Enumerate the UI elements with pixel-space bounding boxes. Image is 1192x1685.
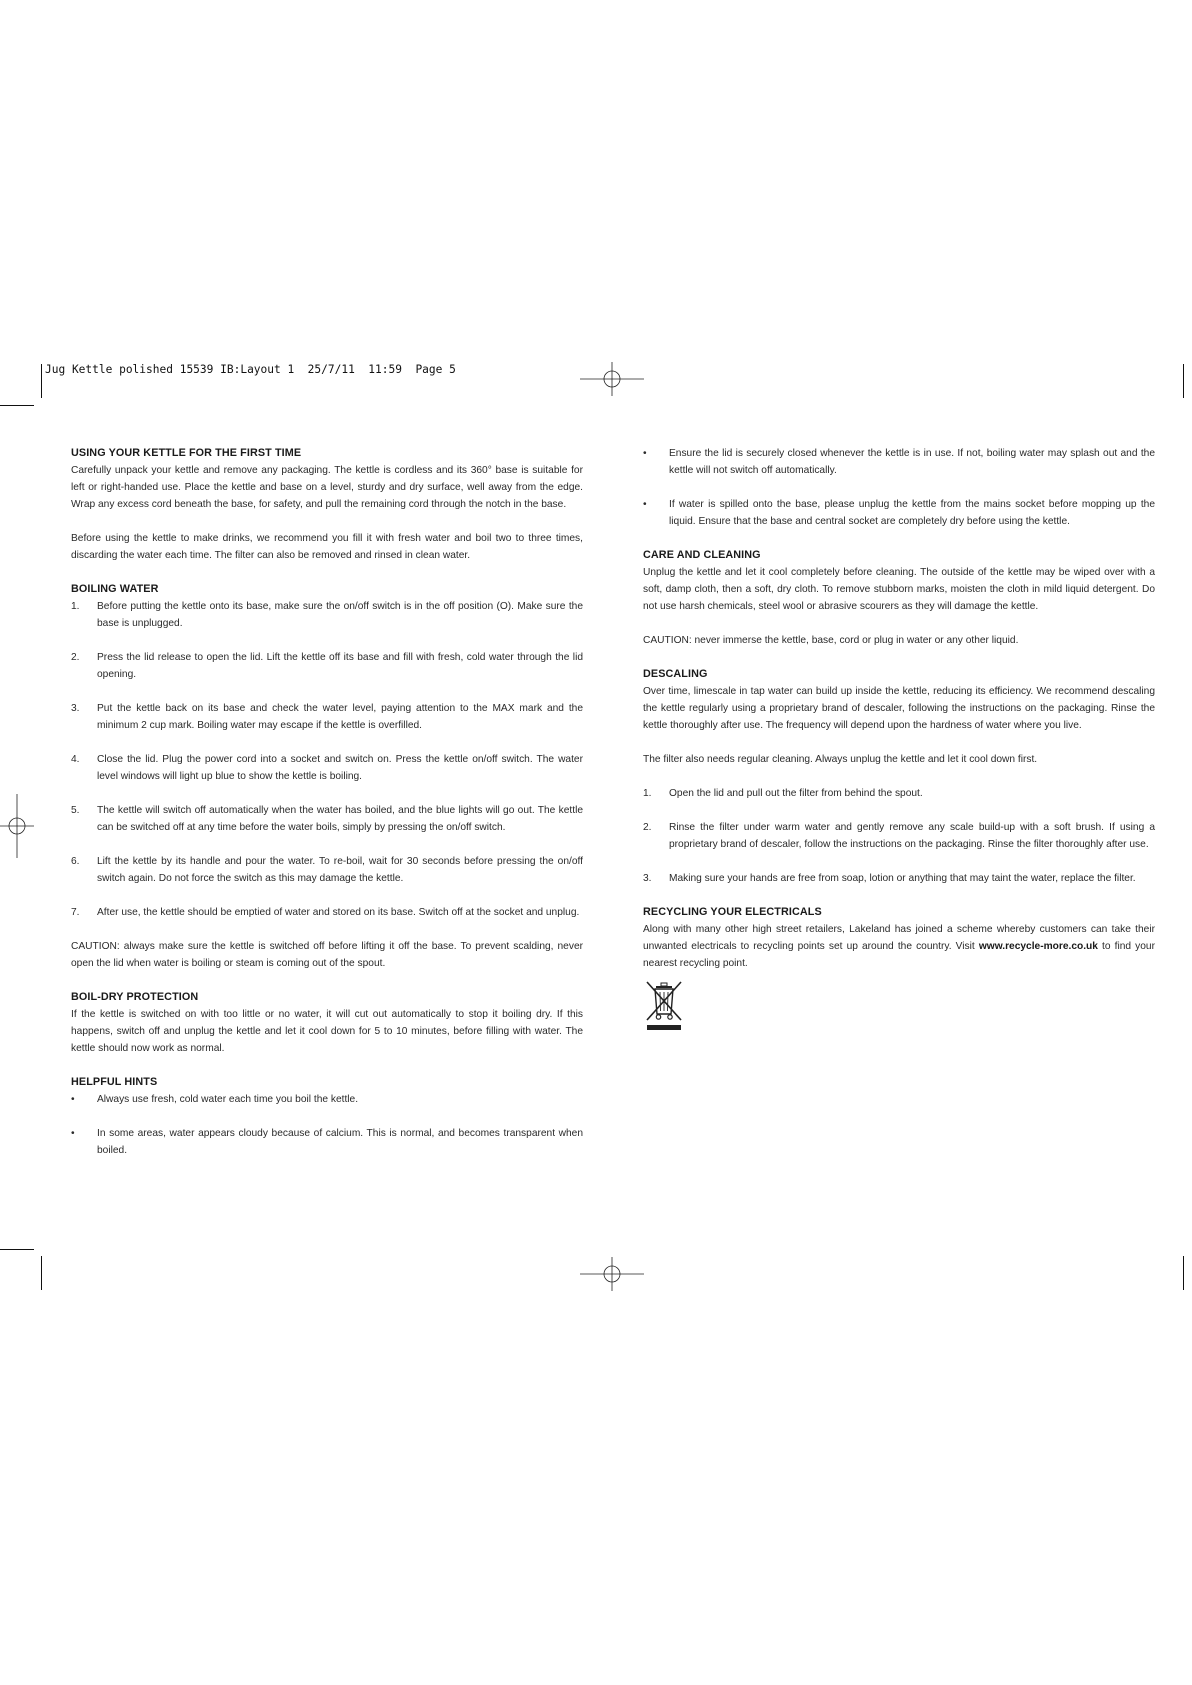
care-caution: CAUTION: never immerse the kettle, base, cord or plug in water or any other liquid. — [643, 635, 1019, 646]
crop-mark-top-left-h — [0, 405, 34, 406]
list-item: 2. Rinse the filter under warm water and gently remove any scale build-up with a soft brush. If using a proprietary brand of descaler, follow the instructions on the packaging. Rinse the filter thoroughly after use. — [643, 822, 1155, 850]
helpful-hints-heading: HELPFUL HINTS — [71, 1076, 158, 1088]
weee-crossed-bin-icon — [643, 980, 685, 1032]
list-item: 1. Open the lid and pull out the filter from behind the spout. — [643, 788, 923, 799]
crop-mark-top-left-v — [41, 364, 42, 398]
registration-mark-bottom — [578, 1257, 646, 1293]
descaling-paragraph: Over time, limescale in tap water can build up inside the kettle, reducing its efficiency. We recommend descaling the kettle regularly using a proprietary brand of descaler, following the instructions on the packaging. Rinse the kettle thoroughly after use. The frequency will depend upon the hardness of water where you live. — [643, 686, 1155, 731]
list-item: 6. Lift the kettle by its handle and pour the water. To re-boil, wait for 30 seconds before pressing the on/off switch again. Do not force the switch as this may damage the kettle. — [71, 856, 583, 884]
recycling-paragraph: Along with many other high street retailers, Lakeland has joined a scheme whereby customers can take their unwanted electricals to recycling points set up around the country. Visit www.recycle-more.co.uk to find your nearest recycling point. — [643, 924, 1155, 969]
first-time-heading: USING YOUR KETTLE FOR THE FIRST TIME — [71, 447, 302, 459]
care-cleaning-heading: CARE AND CLEANING — [643, 549, 761, 561]
list-item: 3. Making sure your hands are free from soap, lotion or anything that may taint the water, replace the filter. — [643, 873, 1136, 884]
boiling-water-heading: BOILING WATER — [71, 583, 159, 595]
descaling-heading: DESCALING — [643, 668, 708, 680]
first-time-paragraph-2: Before using the kettle to make drinks, we recommend you fill it with fresh water and boil two to three times, discarding the water each time. The filter can also be removed and rinsed in clean water. — [71, 533, 583, 561]
list-item: • If water is spilled onto the base, please unplug the kettle from the mains socket before mopping up the liquid. Ensure that the base and central socket are completely dry before using the kettle. — [643, 499, 1155, 527]
list-item: 7. After use, the kettle should be emptied of water and stored on its base. Switch off at the socket and unplug. — [71, 907, 580, 918]
crop-mark-bottom-left-v — [41, 1256, 42, 1290]
boil-dry-heading: BOIL-DRY PROTECTION — [71, 991, 199, 1003]
crop-mark-bottom-left-h — [0, 1249, 34, 1250]
list-item: • In some areas, water appears cloudy because of calcium. This is normal, and becomes transparent when boiled. — [71, 1128, 583, 1156]
list-item: 5. The kettle will switch off automatically when the water has boiled, and the blue lights will go out. The kettle can be switched off at any time before the water boils, simply by pressing the on/off switch. — [71, 805, 583, 833]
boil-dry-paragraph: If the kettle is switched on with too little or no water, it will cut out automatically to stop it boiling dry. If this happens, switch off and unplug the kettle and let it cool down for 5 to 10 minutes, before filling with water. The kettle should now work as normal. — [71, 1009, 583, 1054]
registration-mark-left — [0, 792, 34, 860]
right-column — [643, 445, 1155, 1038]
list-item: 2. Press the lid release to open the lid. Lift the kettle off its base and fill with fresh, cold water through the lid opening. — [71, 652, 583, 680]
crop-mark-top-right-v — [1183, 364, 1184, 398]
registration-mark-top — [578, 362, 646, 398]
left-column — [71, 445, 583, 1159]
printer-slug: Jug Kettle polished 15539 IB:Layout 1 25/7/11 11:59 Page 5 — [45, 363, 456, 376]
recycle-more-link[interactable]: www.recycle-more.co.uk — [978, 941, 1098, 952]
boiling-caution: CAUTION: always make sure the kettle is switched off before lifting it off the base. To prevent scalding, never open the lid when water is boiling or steam is coming out of the spout. — [71, 941, 583, 969]
crop-mark-bottom-right-v — [1183, 1256, 1184, 1290]
care-cleaning-paragraph: Unplug the kettle and let it cool completely before cleaning. The outside of the kettle may be wiped over with a soft, damp cloth, then a soft, dry cloth. To remove stubborn marks, moisten the cloth in mild liquid detergent. Do not use harsh chemicals, steel wool or abrasive scourers as they will damage the kettle. — [643, 567, 1155, 612]
list-item: 1. Before putting the kettle onto its base, make sure the on/off switch is in the off position (O). Make sure the base is unplugged. — [71, 601, 583, 629]
list-item: • Always use fresh, cold water each time you boil the kettle. — [71, 1094, 359, 1105]
recycling-heading: RECYCLING YOUR ELECTRICALS — [643, 906, 822, 918]
filter-intro: The filter also needs regular cleaning. Always unplug the kettle and let it cool down first. — [643, 754, 1038, 765]
list-item: 4. Close the lid. Plug the power cord into a socket and switch on. Press the kettle on/off switch. The water level windows will light up blue to show the kettle is boiling. — [71, 754, 583, 782]
first-time-paragraph-1: Carefully unpack your kettle and remove any packaging. The kettle is cordless and its 360° base is suitable for left or right-handed use. Place the kettle and base on a level, sturdy and dry surface, well away from the edge. Wrap any excess cord beneath the base, for safety, and pull the remaining cord through the notch in the base. — [71, 465, 583, 510]
list-item: • Ensure the lid is securely closed whenever the kettle is in use. If not, boiling water may splash out and the kettle will not switch off automatically. — [643, 448, 1155, 476]
list-item: 3. Put the kettle back on its base and check the water level, paying attention to the MAX mark and the minimum 2 cup mark. Boiling water may escape if the kettle is overfilled. — [71, 703, 583, 731]
